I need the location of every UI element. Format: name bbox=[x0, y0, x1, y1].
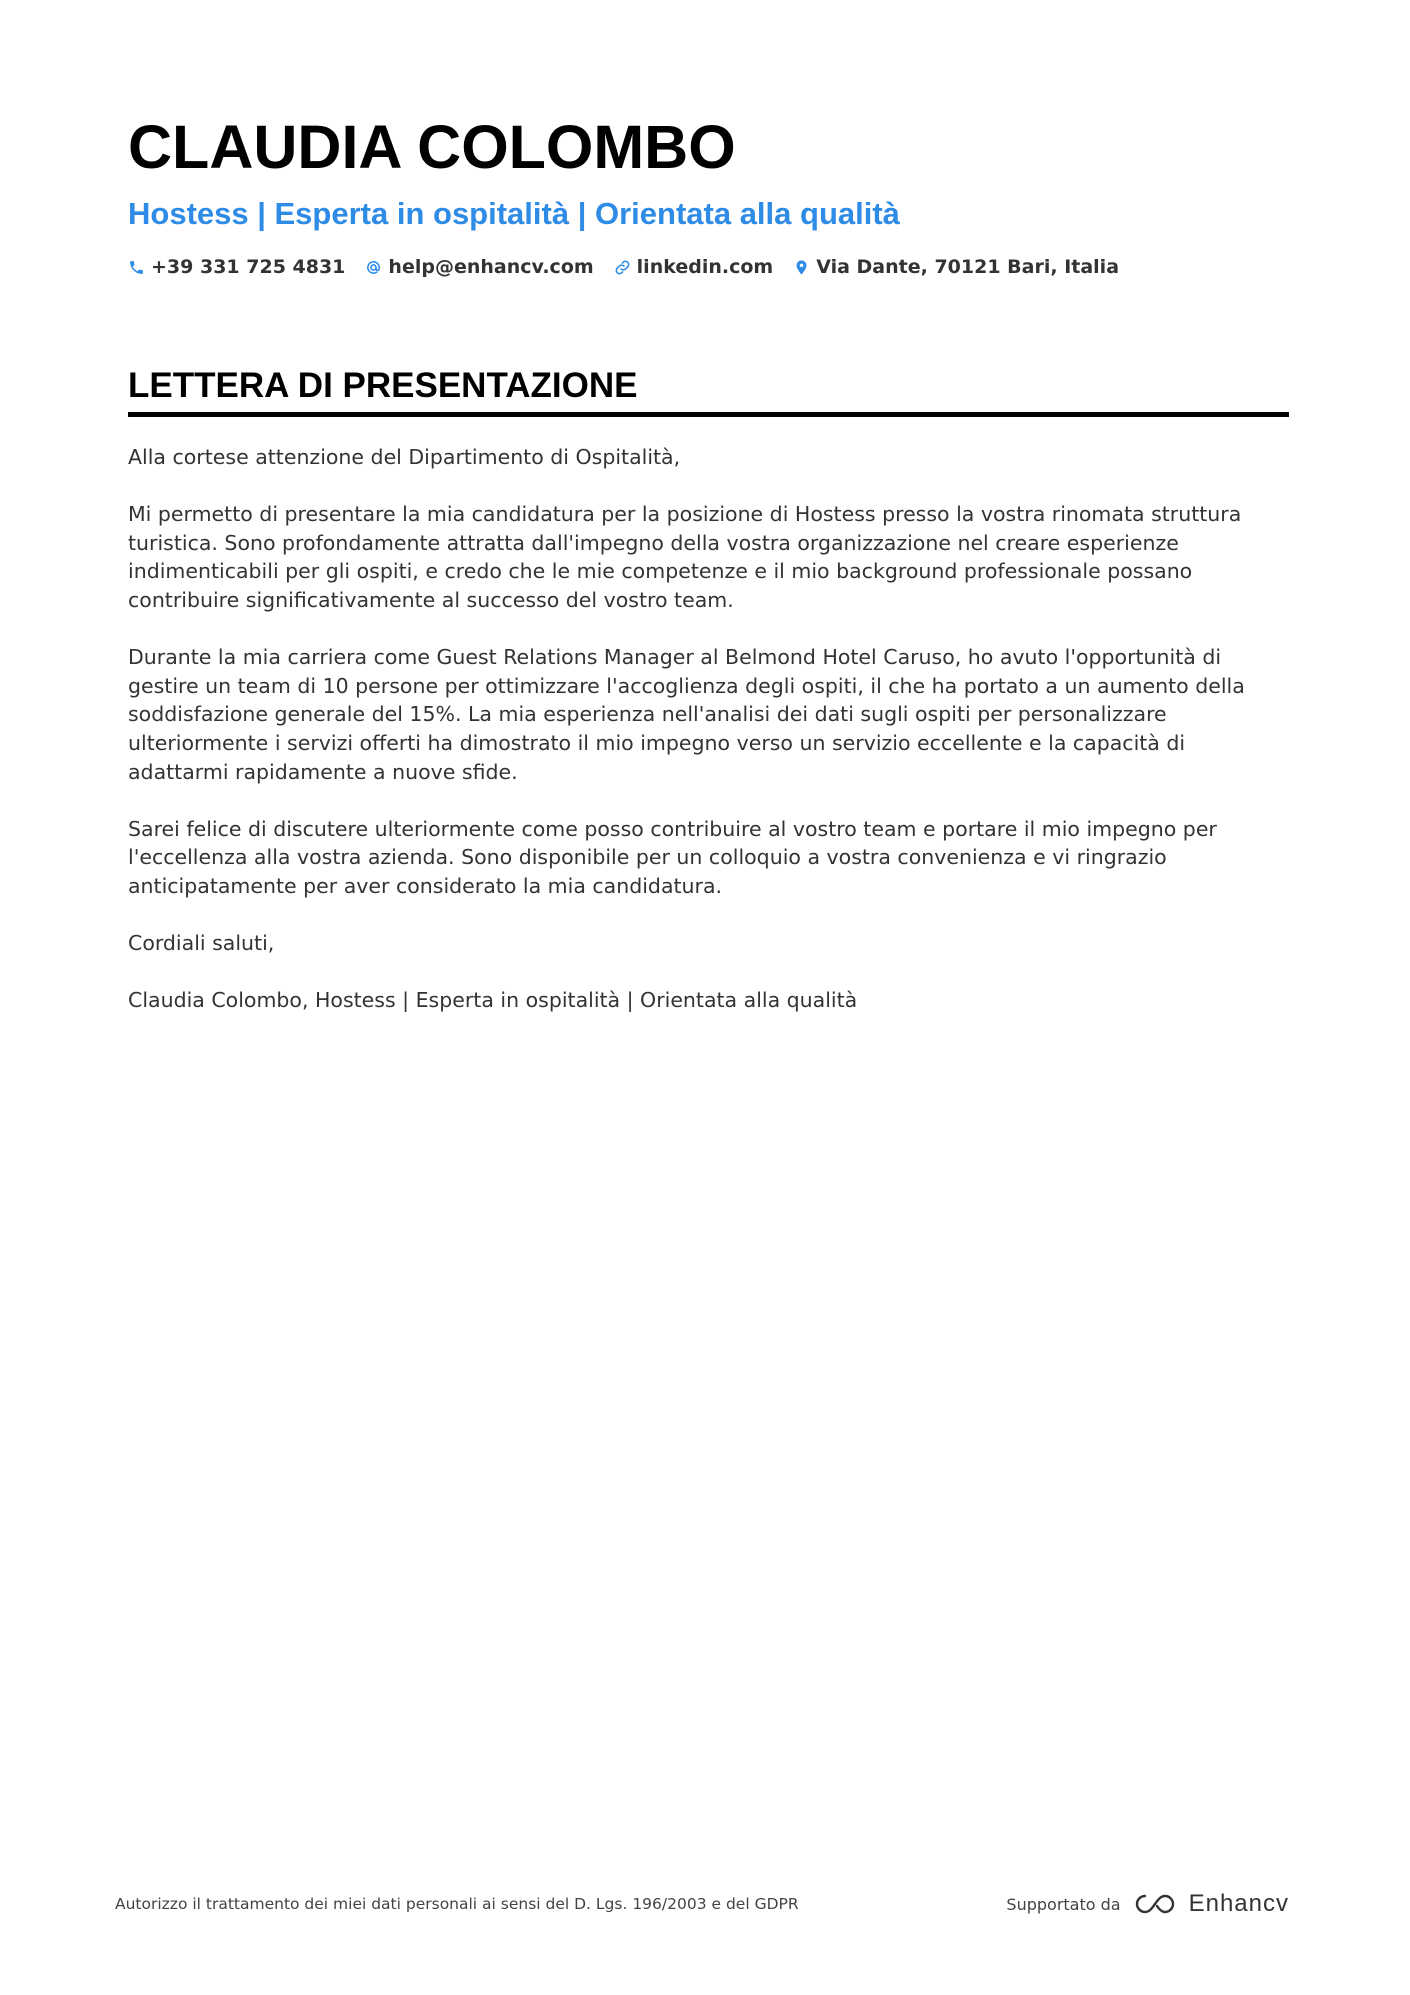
email-text: help@enhancv.com bbox=[388, 256, 594, 278]
linkedin-text: linkedin.com bbox=[636, 256, 774, 278]
candidate-name: CLAUDIA COLOMBO bbox=[128, 113, 736, 181]
letter-paragraph: Durante la mia carriera come Guest Relations Manager al Belmond Hotel Caruso, ho avuto l'opportunità di gestire un team di 10 persone per ottimizzare l'accoglienza degli ospiti, il che ha portato a un aumento della soddisfazione generale del 15%. La mia esperienza nell'analisi dei dati sugli ospiti per personalizzare ulteriormente i servizi offerti ha dimostrato il mio impegno verso un servizio eccellente e la capacità di adattarmi rapidamente a nuove sfide. bbox=[128, 645, 1245, 784]
consent-note: Autorizzo il trattamento dei miei dati personali ai sensi del D. Lgs. 196/2003 e del GDPR bbox=[115, 1895, 799, 1913]
link-icon bbox=[614, 259, 631, 276]
letter-paragraph: Mi permetto di presentare la mia candidatura per la posizione di Hostess presso la vostra rinomata struttura turistica. Sono profondamente attratta dall'impegno della vostra organizzazione nel creare esperienze indimenticabili per gli ospiti, e credo che le mie competenze e il mio background professionale possano contribuire significativamente al successo del vostro team. bbox=[128, 502, 1242, 612]
letter-greeting: Alla cortese attenzione del Dipartimento di Ospitalità, bbox=[128, 445, 681, 469]
powered-by[interactable] bbox=[1006, 1890, 1289, 1918]
enhancv-logo-icon bbox=[1133, 1892, 1179, 1916]
powered-by-label: Supportato da bbox=[1006, 1894, 1121, 1914]
footer bbox=[115, 1890, 1289, 1918]
contact-bar bbox=[128, 256, 1289, 278]
letter-signature: Claudia Colombo, Hostess | Esperta in ospitalità | Orientata alla qualità bbox=[128, 988, 858, 1013]
letter-closing: Cordiali saluti, bbox=[128, 931, 275, 956]
cover-letter-page bbox=[128, 112, 1289, 1043]
contact-location bbox=[793, 256, 1119, 278]
contact-phone[interactable] bbox=[128, 256, 345, 278]
letter-paragraph: Sarei felice di discutere ulteriormente come posso contribuire al vostro team e portare il mio impegno per l'eccellenza alla vostra azienda. Sono disponibile per un colloquio a vostra convenienza e vi ringrazio anticipatamente per aver considerato la mia candidatura. bbox=[128, 816, 1217, 898]
letter-body bbox=[128, 443, 1289, 1015]
section-divider bbox=[128, 412, 1289, 417]
location-text: Via Dante, 70121 Bari, Italia bbox=[816, 256, 1120, 278]
contact-email[interactable] bbox=[365, 256, 593, 278]
phone-icon bbox=[128, 259, 145, 276]
brand-name: Enhancv bbox=[1188, 1890, 1289, 1917]
at-icon bbox=[365, 259, 382, 276]
location-pin-icon bbox=[793, 259, 810, 276]
contact-linkedin[interactable] bbox=[614, 256, 774, 278]
candidate-headline: Hostess | Esperta in ospitalità | Orientata alla qualità bbox=[128, 196, 900, 231]
section-title: LETTERA DI PRESENTAZIONE bbox=[128, 366, 638, 405]
phone-text: +39 331 725 4831 bbox=[151, 256, 346, 278]
